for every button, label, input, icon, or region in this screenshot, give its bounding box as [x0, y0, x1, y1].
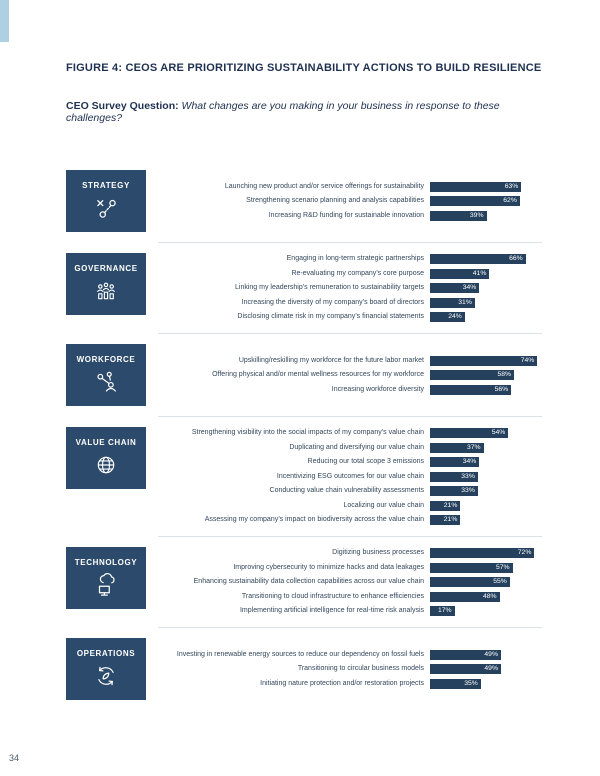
bar — [430, 515, 460, 525]
bar-row — [158, 500, 542, 512]
bar — [430, 428, 508, 438]
bar-label: Linking my leadership’s remuneration to sustainability targets — [235, 284, 424, 291]
bar — [430, 486, 478, 496]
bar — [430, 650, 501, 660]
bar-track — [430, 679, 542, 689]
figure-title: FIGURE 4: CEOS ARE PRIORITIZING SUSTAINABILITY ACTIONS TO BUILD RESILIENCE — [66, 62, 542, 74]
bar-value: 48% — [482, 592, 497, 600]
bar-value: 54% — [491, 429, 506, 436]
bar — [430, 283, 479, 293]
bar-row — [158, 576, 542, 588]
survey-question — [66, 100, 542, 124]
category-label: WORKFORCE — [76, 355, 136, 364]
bar-label: Incentivizing ESG outcomes for our value chain — [276, 472, 424, 480]
bar-row — [158, 562, 542, 574]
bar — [430, 312, 465, 322]
bar-value: 34% — [462, 284, 477, 291]
bar — [430, 577, 510, 587]
bar-label: Conducting value chain vulnerability assessments — [269, 487, 424, 494]
bar — [430, 298, 475, 308]
bar-label: Transitioning to cloud infrastructure to enhance efficiencies — [241, 592, 424, 600]
bar-row — [158, 195, 542, 207]
page-accent-bar — [0, 0, 9, 42]
bar-label: Offering physical and/or mental wellness resources for my workforce — [212, 371, 424, 378]
bar-label: Enhancing sustainability data collection capabilities across our value chain — [193, 578, 424, 585]
bar-value: 72% — [517, 549, 532, 556]
bar-row — [158, 605, 542, 617]
bar — [430, 370, 514, 380]
bar — [430, 269, 489, 279]
bar-track — [430, 211, 542, 221]
bar-track — [430, 501, 542, 511]
bar-row — [158, 514, 542, 526]
bar-value: 49% — [484, 650, 498, 658]
bar-label: Increasing the diversity of my company’s board of directors — [241, 298, 424, 306]
bar — [430, 606, 455, 616]
bar-row — [158, 282, 542, 294]
bar-rows — [158, 253, 542, 323]
bar — [430, 211, 487, 221]
bar-label: Reducing our total scope 3 emissions — [307, 458, 424, 465]
bar-value: 24% — [448, 313, 462, 320]
category-label: OPERATIONS — [76, 649, 136, 658]
bar-track — [430, 298, 542, 308]
bar — [430, 664, 501, 674]
bar-row — [158, 355, 542, 367]
bar-rows — [158, 427, 542, 526]
bar-value: 33% — [461, 487, 475, 494]
bar — [430, 472, 478, 482]
bar-track — [430, 577, 542, 587]
bar-track — [430, 472, 542, 482]
category-section-value-chain — [66, 417, 542, 536]
bar-row — [158, 181, 542, 193]
bar-track — [430, 196, 542, 206]
bar-value: 17% — [437, 607, 452, 614]
cloud-device-icon — [93, 572, 119, 598]
bar-value: 33% — [461, 472, 475, 480]
bar — [430, 385, 511, 395]
chart-sections — [66, 160, 542, 710]
bar-label: Implementing artificial intelligence for real-time risk analysis — [239, 607, 424, 614]
bar-track — [430, 182, 542, 192]
category-section-technology — [66, 537, 542, 627]
circular-arrows-leaf-icon — [93, 663, 119, 689]
bar-track — [430, 457, 542, 467]
bar-track — [430, 650, 542, 660]
bar — [430, 182, 521, 192]
bar-value: 21% — [443, 501, 458, 509]
bar-row — [158, 297, 542, 309]
bar-label: Localizing our value chain — [343, 501, 424, 509]
bar — [430, 254, 526, 264]
bar-value: 56% — [494, 385, 509, 393]
bar-row — [158, 384, 542, 396]
bar-label: Duplicating and diversifying our value chain — [289, 443, 424, 451]
bar-track — [430, 486, 542, 496]
figure-page-content — [66, 62, 542, 710]
category-card-technology — [66, 547, 146, 609]
bar-value: 63% — [504, 182, 519, 190]
bar-row — [158, 210, 542, 222]
strategy-tactics-icon — [93, 195, 119, 221]
bar-label: Increasing R&D funding for sustainable innovation — [268, 211, 424, 219]
bar-track — [430, 443, 542, 453]
bar-label: Engaging in long-term strategic partnerships — [286, 255, 424, 262]
category-section-strategy — [66, 160, 542, 242]
bar-value: 34% — [462, 458, 477, 465]
bar-label: Investing in renewable energy sources to reduce our dependency on fossil fuels — [176, 650, 424, 658]
bar-rows — [158, 547, 542, 617]
category-section-operations — [66, 628, 542, 710]
bar-row — [158, 591, 542, 603]
category-section-governance — [66, 243, 542, 333]
bar — [430, 592, 500, 602]
category-section-workforce — [66, 334, 542, 416]
bar-value: 57% — [495, 563, 510, 571]
bar-label: Upskilling/reskilling my workforce for the future labor market — [238, 356, 424, 364]
bar-value: 74% — [520, 356, 535, 364]
bar-label: Strengthening scenario planning and analysis capabilities — [246, 197, 424, 204]
bar-value: 66% — [509, 255, 523, 262]
bar-track — [430, 515, 542, 525]
bar-value: 49% — [484, 665, 498, 672]
bar-row — [158, 268, 542, 280]
survey-question-label: CEO Survey Question: — [66, 100, 179, 112]
bar-value: 21% — [443, 516, 458, 523]
bar-track — [430, 283, 542, 293]
bar-value: 37% — [466, 443, 481, 451]
bar — [430, 443, 484, 453]
bar-row — [158, 547, 542, 559]
globe-icon — [93, 452, 119, 478]
bar-row — [158, 649, 542, 661]
bar-row — [158, 485, 542, 497]
bar-value: 41% — [472, 269, 487, 277]
bar-row — [158, 427, 542, 439]
bar-label: Digitizing business processes — [332, 549, 424, 556]
bar-value: 35% — [464, 679, 478, 687]
bar-track — [430, 385, 542, 395]
bar-track — [430, 548, 542, 558]
bar-rows — [158, 170, 542, 232]
bar-label: Increasing workforce diversity — [331, 385, 424, 393]
bar-track — [430, 356, 542, 366]
bar-track — [430, 312, 542, 322]
bar-track — [430, 428, 542, 438]
bar-rows — [158, 344, 542, 406]
bar-track — [430, 592, 542, 602]
bar-value: 31% — [458, 298, 472, 306]
bar-value: 58% — [497, 371, 512, 378]
bar-label: Strengthening visibility into the social impacts of my company’s value chain — [191, 429, 424, 436]
page-number: 34 — [9, 753, 20, 763]
bar — [430, 501, 460, 511]
bar-track — [430, 606, 542, 616]
bar-label: Disclosing climate risk in my company’s financial statements — [237, 313, 424, 320]
bar-label: Initiating nature protection and/or restoration projects — [260, 679, 424, 687]
bar-track — [430, 254, 542, 264]
bar-rows — [158, 638, 542, 700]
bar-row — [158, 253, 542, 265]
bar — [430, 563, 513, 573]
bar-track — [430, 563, 542, 573]
bar-label: Assessing my company’s impact on biodiversity across the value chain — [204, 516, 424, 523]
bar-value: 39% — [469, 211, 484, 219]
category-label: TECHNOLOGY — [74, 558, 138, 567]
category-label: GOVERNANCE — [74, 264, 138, 273]
bar-row — [158, 678, 542, 690]
bar-label: Re-evaluating my company’s core purpose — [291, 269, 424, 277]
bar — [430, 356, 537, 366]
bar — [430, 548, 534, 558]
category-card-strategy — [66, 170, 146, 232]
bar-row — [158, 442, 542, 454]
people-podium-icon — [93, 278, 119, 304]
bar — [430, 196, 520, 206]
category-label: VALUE CHAIN — [75, 438, 137, 447]
bar-row — [158, 663, 542, 675]
bar-value: 62% — [503, 197, 517, 204]
bar-track — [430, 269, 542, 279]
bar-row — [158, 471, 542, 483]
category-card-workforce — [66, 344, 146, 406]
survey-question-text: What changes are you making in your business in response to these challenges? — [66, 100, 500, 124]
category-card-operations — [66, 638, 146, 700]
bar — [430, 457, 479, 467]
bar-label: Transitioning to circular business models — [297, 665, 424, 672]
bar-value: 55% — [493, 578, 507, 585]
bar-track — [430, 664, 542, 674]
bar-row — [158, 311, 542, 323]
bar — [430, 679, 481, 689]
bar-row — [158, 456, 542, 468]
category-card-value-chain — [66, 427, 146, 489]
category-label: STRATEGY — [82, 181, 130, 190]
bar-label: Improving cybersecurity to minimize hacks and data leakages — [233, 563, 424, 571]
people-network-icon — [93, 369, 119, 395]
category-card-governance — [66, 253, 146, 315]
bar-row — [158, 369, 542, 381]
bar-label: Launching new product and/or service offerings for sustainability — [224, 182, 424, 190]
bar-track — [430, 370, 542, 380]
